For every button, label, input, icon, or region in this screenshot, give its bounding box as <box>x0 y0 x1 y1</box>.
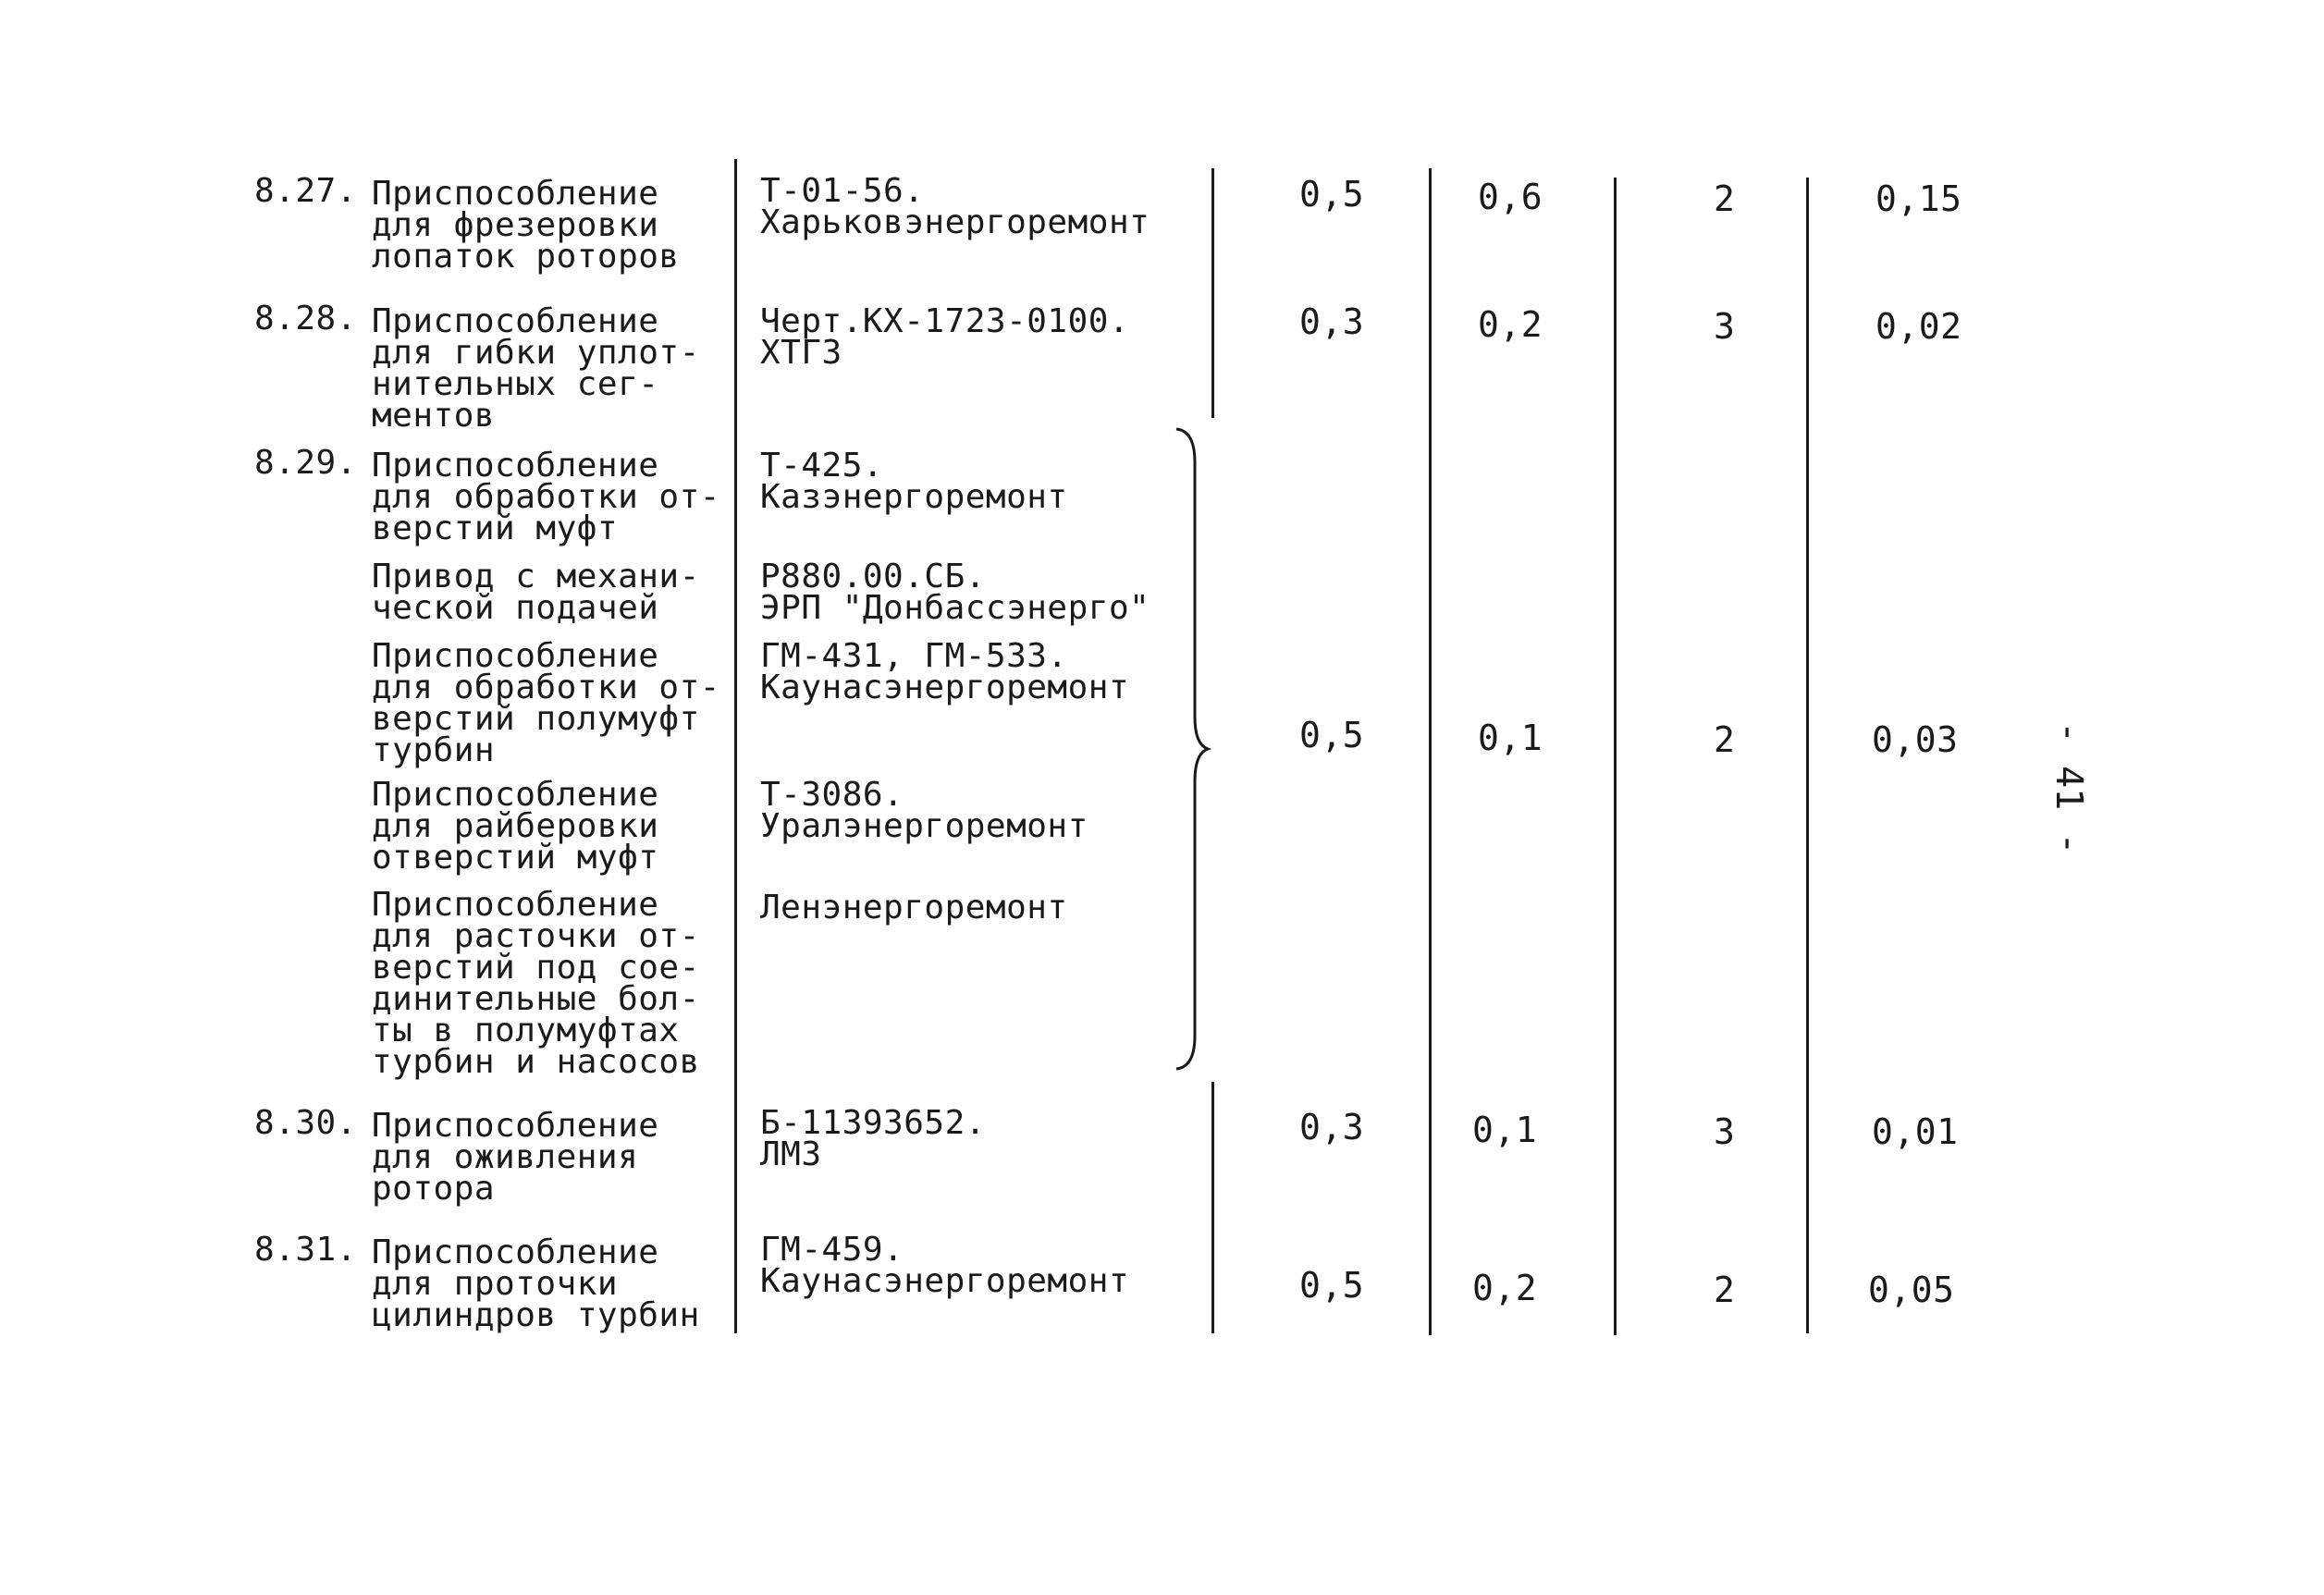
item-reference: Т-3086. Уралэнергоремонт <box>760 776 1088 845</box>
item-reference: Т-425. Казэнергоремонт <box>760 447 1068 516</box>
column-rule <box>1806 178 1809 1333</box>
item-name: Приспособление для райберовки отверстий муфт <box>372 776 659 877</box>
value-cell: 3 <box>1714 306 1736 347</box>
value-cell: 0,15 <box>1875 178 1962 219</box>
value-cell: 2 <box>1714 1270 1736 1310</box>
value-cell: 0,5 <box>1299 174 1365 215</box>
value-cell: 0,2 <box>1478 304 1543 345</box>
item-reference: Б-11393652. ЛМЗ <box>760 1104 986 1173</box>
column-rule <box>734 159 737 1333</box>
item-number: 8.29. <box>254 444 357 482</box>
value-cell: 0,01 <box>1872 1111 1959 1152</box>
item-name: Приспособление для обработки от- верстий полумуфт турбин <box>372 637 720 769</box>
item-reference: Р880.00.СБ. ЭРП "Донбассэнерго" <box>760 558 1150 627</box>
value-cell: 0,6 <box>1478 177 1543 217</box>
column-rule <box>1211 168 1214 418</box>
value-cell: 0,3 <box>1299 301 1365 342</box>
page-number: - 41 - <box>2047 721 2090 855</box>
item-name: Приспособление для расточки от- верстий под сое- динительные бол- ты в полумуфтах турбин и насосов <box>372 886 700 1081</box>
value-cell: 3 <box>1714 1111 1736 1152</box>
item-name: Приспособление для обработки от- верстий муфт <box>372 447 720 547</box>
value-cell: 0,1 <box>1472 1110 1538 1150</box>
item-name: Приспособление для фрезеровки лопаток роторов <box>372 175 680 276</box>
item-reference: ГМ-431, ГМ-533. Каунасэнергоремонт <box>760 637 1130 706</box>
value-cell: 2 <box>1714 178 1736 219</box>
item-number: 8.28. <box>254 300 357 337</box>
item-name: Приспособление для гибки уплот- нительных сег- ментов <box>372 302 700 435</box>
item-name: Приспособление для проточки цилиндров турбин <box>372 1233 700 1334</box>
value-cell: 2 <box>1714 719 1736 760</box>
item-reference: Т-01-56. Харьковэнергоремонт <box>760 172 1150 241</box>
value-cell: 0,1 <box>1478 718 1543 758</box>
value-cell: 0,2 <box>1472 1268 1538 1308</box>
item-number: 8.27. <box>254 172 357 210</box>
item-reference: Черт.КХ-1723-0100. ХТГЗ <box>760 302 1130 372</box>
column-rule <box>1614 178 1617 1335</box>
grouping-brace <box>1174 425 1211 1073</box>
item-name: Приспособление для оживления ротора <box>372 1107 659 1208</box>
item-reference: ГМ-459. Каунасэнергоремонт <box>760 1231 1130 1300</box>
value-cell: 0,5 <box>1299 715 1365 755</box>
value-cell: 0,3 <box>1299 1107 1365 1147</box>
item-number: 8.31. <box>254 1231 357 1269</box>
value-cell: 0,03 <box>1872 719 1959 760</box>
item-number: 8.30. <box>254 1104 357 1142</box>
value-cell: 0,05 <box>1868 1270 1955 1310</box>
column-rule <box>1211 1082 1214 1333</box>
column-rule <box>1429 168 1432 1335</box>
item-name: Привод с механи- ческой подачей <box>372 558 700 627</box>
value-cell: 0,02 <box>1875 306 1962 347</box>
value-cell: 0,5 <box>1299 1265 1365 1306</box>
item-reference: Ленэнергоремонт <box>760 889 1068 926</box>
